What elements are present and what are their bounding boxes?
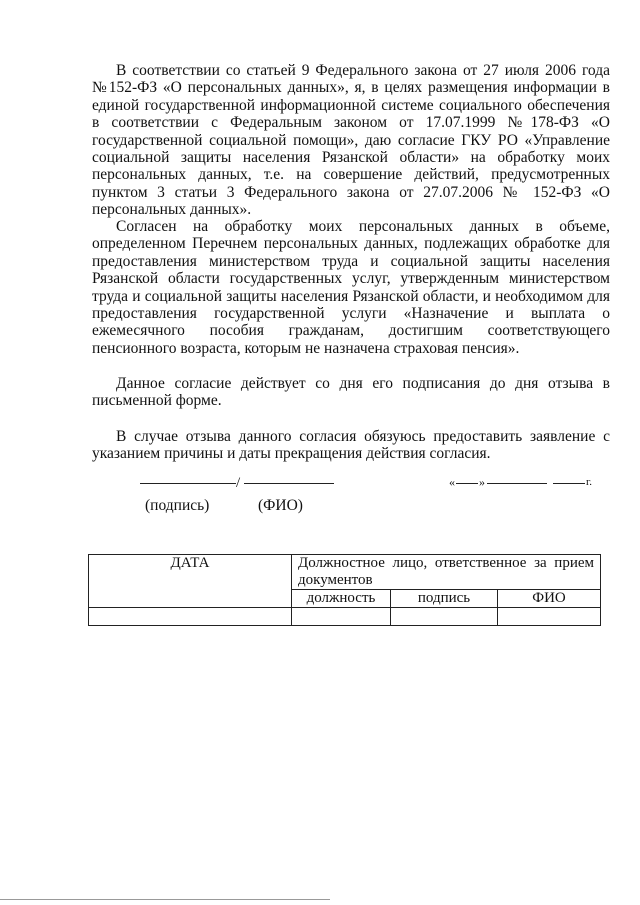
year-suffix: г. <box>586 476 593 488</box>
signature-slash: / <box>236 475 241 491</box>
position-header-cell: должность <box>292 590 391 608</box>
date-open-quote: « <box>449 475 455 489</box>
name-input-cell[interactable] <box>498 608 601 626</box>
signature-input-cell[interactable] <box>391 608 498 626</box>
acceptance-table <box>88 554 601 626</box>
date-header-cell: ДАТА <box>89 555 292 608</box>
signature-caption: (подпись) <box>145 497 210 514</box>
date-day-line[interactable] <box>456 483 478 484</box>
paragraph-legal-basis: В соответствии со статьей 9 Федерального закона от 27 июля 2006 года №152-ФЗ «О персональных данных», я, в целях размещения информации в единой государственной информационной системе социального обеспечения в соответствии с Федеральным законом от 17.07.1999 №178-ФЗ «О государственной социальной помощи», даю согласие ГКУ РО «Управление социальной защиты населения Рязанской области» на обработку моих персональных данных, т.е. на совершение действий, предусмотренных пунктом 3 статьи 3 Федерального закона от 27.07.2006 № 152-ФЗ «О персональных данных». <box>92 62 610 219</box>
paragraph-consent-scope: Согласен на обработку моих персональных данных в объеме, определенном Перечнем персональных данных, подлежащих обработке для предоставления министерством труда и социальной защиты населения Рязанской области государственных услуг, утвержденным министерством труда и социальной защиты населения Рязанской области, и необходимом для предоставления государственной услуги «Назначение и выплата о ежемесячного пособия гражданам, достигшим соответствующего пенсионного возраста, которым не назначена страховая пенсия». <box>92 218 610 357</box>
paragraph-validity: Данное согласие действует со дня его подписания до дня отзыва в письменной форме. <box>92 375 610 410</box>
position-input-cell[interactable] <box>292 608 391 626</box>
name-line[interactable] <box>244 483 334 484</box>
date-month-line[interactable] <box>487 483 547 484</box>
signature-line[interactable] <box>140 483 236 484</box>
date-input-cell[interactable] <box>89 608 292 626</box>
responsible-header-cell: Должностное лицо, ответственное за прием документов <box>292 555 601 590</box>
date-year-line[interactable] <box>553 483 585 484</box>
scan-edge-line <box>0 899 330 900</box>
name-header-cell: ФИО <box>498 590 601 608</box>
name-caption: (ФИО) <box>258 497 303 514</box>
signature-header-cell: подпись <box>391 590 498 608</box>
date-close-quote: » <box>479 475 485 489</box>
paragraph-withdrawal: В случае отзыва данного согласия обязуюсь предоставить заявление с указанием причины и даты прекращения действия согласия. <box>92 428 610 463</box>
